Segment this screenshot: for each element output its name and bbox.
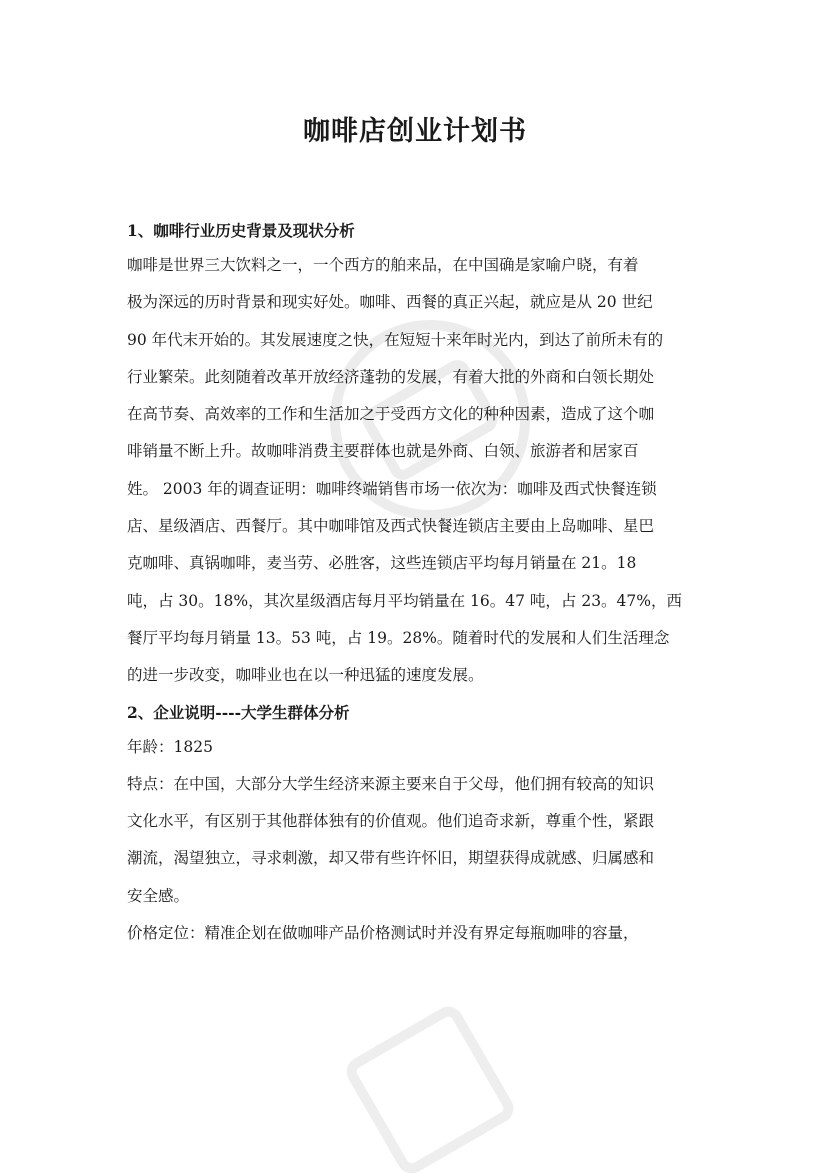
text-line: 克咖啡、真锅咖啡，麦当劳、必胜客，这些连锁店平均每月销量在 21。18 <box>127 554 637 573</box>
text-line: 特点：在中国，大部分大学生经济来源主要来自于父母，他们拥有较高的知识 <box>127 774 655 793</box>
paragraph-student-analysis <box>127 729 707 953</box>
text-line: 的进一步改变，咖啡业也在以一种迅猛的速度发展。 <box>127 666 484 685</box>
document-body <box>127 215 707 952</box>
text-line: 文化水平，有区别于其他群体独有的价值观。他们追奇求新，尊重个性，紧跟 <box>127 812 655 831</box>
text-line: 餐厅平均每月销量 13。53 吨，占 19。28%。随着时代的发展和人们生活理念 <box>127 628 670 647</box>
age-line: 年龄：1825 <box>127 737 213 756</box>
text-line: 啡销量不断上升。故咖啡消费主要群体也就是外商、白领、旅游者和居家百 <box>127 442 639 461</box>
text-line: 咖啡是世界三大饮料之一，一个西方的舶来品，在中国确是家喻户晓，有着 <box>127 256 639 274</box>
text-line: 姓。 2003 年的调查证明：咖啡终端销售市场一依次为：咖啡及西式快餐连锁 <box>127 479 657 498</box>
section-heading-student-analysis: 2、企业说明----大学生群体分析 <box>127 702 350 722</box>
pricing-line: 价格定位：精准企划在做咖啡产品价格测试时并没有界定每瓶咖啡的容量， <box>127 924 639 943</box>
section-heading-industry-background: 1、咖啡行业历史背景及现状分析 <box>127 221 355 240</box>
text-line: 在高节奏、高效率的工作和生活加之于受西方文化的种种因素，造成了这个咖 <box>127 405 655 424</box>
text-line: 安全感。 <box>127 886 190 905</box>
text-line: 极为深远的历时背景和现实好处。咖啡、西餐的真正兴起，就应是从 20 世纪 <box>127 293 653 312</box>
page-title: 咖啡店创业计划书 <box>303 116 527 147</box>
text-line: 潮流，渴望独立，寻求刺激，却又带有些许怀旧，期望获得成就感、归属感和 <box>127 849 655 868</box>
watermark-stamp-icon-bottom <box>330 990 530 1174</box>
text-line: 行业繁荣。此刻随着改革开放经济蓬勃的发展，有着大批的外商和白领长期处 <box>127 367 655 386</box>
paragraph-industry-background <box>127 247 707 695</box>
text-line: 90 年代末开始的。其发展速度之快，在短短十来年时光内，到达了前所未有的 <box>127 330 664 349</box>
text-line: 店、星级酒店、西餐厅。其中咖啡馆及西式快餐连锁店主要由上岛咖啡、星巴 <box>127 517 655 536</box>
text-line: 吨，占 30。18%，其次星级酒店每月平均销量在 16。47 吨，占 23。47%，西 <box>127 591 683 610</box>
